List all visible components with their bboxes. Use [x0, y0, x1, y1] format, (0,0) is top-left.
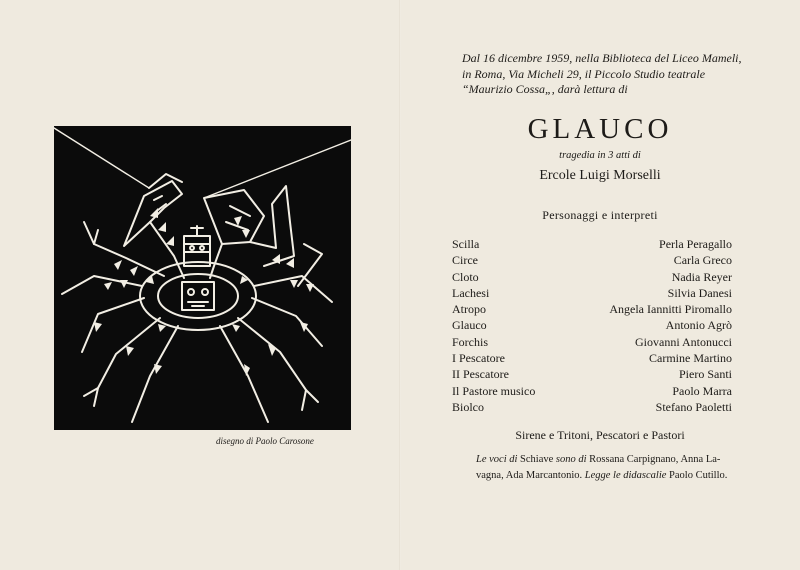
voices-line-2 — [476, 468, 766, 484]
cast-actor: Carla Greco — [673, 253, 732, 268]
play-title: GLAUCO — [527, 113, 673, 145]
cast-actor: Paolo Marra — [672, 383, 732, 398]
cast-actor: Stefano Paoletti — [655, 399, 732, 414]
cast-role: Atropo — [452, 302, 486, 317]
voices-text: Le voci di — [476, 454, 518, 465]
cast-row — [452, 285, 732, 301]
cast-role: Biolco — [452, 399, 484, 414]
cast-heading: Personaggi e interpreti — [542, 208, 658, 222]
voices-text: vagna, Ada Marcantonio. — [476, 470, 585, 481]
chorus-line: Sirene e Tritoni, Pescatori e Pastori — [515, 428, 685, 442]
cast-row — [452, 366, 732, 382]
cast-row — [452, 269, 732, 285]
cast-actor: Perla Peragallo — [659, 237, 732, 251]
cast-actor: Piero Santi — [679, 367, 732, 382]
cast-row — [452, 317, 732, 333]
cast-actor: Angela Iannitti Piromallo — [609, 302, 732, 317]
voices-text: sono di — [555, 454, 587, 465]
cast-role: Lachesi — [452, 285, 490, 300]
voices-text: Schiave — [517, 454, 556, 465]
crab-drawing — [54, 126, 351, 430]
cast-row — [452, 236, 732, 252]
intro-line: Dal 16 dicembre 1959, nella Biblioteca del Liceo Mameli, — [462, 51, 742, 65]
cast-role: I Pescatore — [452, 351, 505, 366]
cast-actor: Silvia Danesi — [667, 285, 732, 300]
illustration-caption: disegno di Paolo Carosone — [216, 436, 314, 446]
intro-line: in Roma, Via Micheli 29, il Piccolo Studio teatrale — [462, 66, 706, 81]
cast-role: Circe — [452, 253, 478, 268]
cast-actor: Nadia Reyer — [671, 269, 732, 284]
cast-role: Glauco — [452, 318, 487, 333]
cast-row — [452, 334, 732, 350]
intro-paragraph — [462, 51, 762, 98]
cast-actor: Giovanni Antonucci — [635, 334, 732, 349]
cast-row — [452, 350, 732, 366]
voices-text: Rossana Carpignano, Anna La- — [586, 454, 721, 465]
voices-text: Paolo Cutillo. — [666, 470, 728, 481]
cast-actor: Antonio Agrò — [665, 318, 732, 333]
cast-row — [452, 383, 732, 399]
cast-role: II Pescatore — [452, 367, 509, 382]
crab-illustration — [54, 126, 351, 430]
cast-role: Forchis — [452, 334, 488, 349]
cast-row — [452, 252, 732, 268]
page-fold — [399, 0, 401, 570]
voices-text: Legge le didascalie — [584, 470, 667, 481]
intro-line: “Maurizio Cossa„, darà lettura di — [462, 82, 628, 96]
voices-line-1 — [476, 452, 766, 468]
cast-list — [452, 236, 732, 415]
cast-row — [452, 399, 732, 415]
cast-row — [452, 301, 732, 317]
play-author: Ercole Luigi Morselli — [539, 168, 661, 183]
cast-role: Scilla — [452, 237, 480, 251]
play-subtitle: tragedia in 3 atti di — [559, 150, 641, 161]
cast-actor: Carmine Martino — [649, 351, 732, 366]
cast-role: Cloto — [452, 269, 479, 284]
cast-role: Il Pastore musico — [452, 383, 536, 398]
voices-note — [476, 452, 766, 484]
